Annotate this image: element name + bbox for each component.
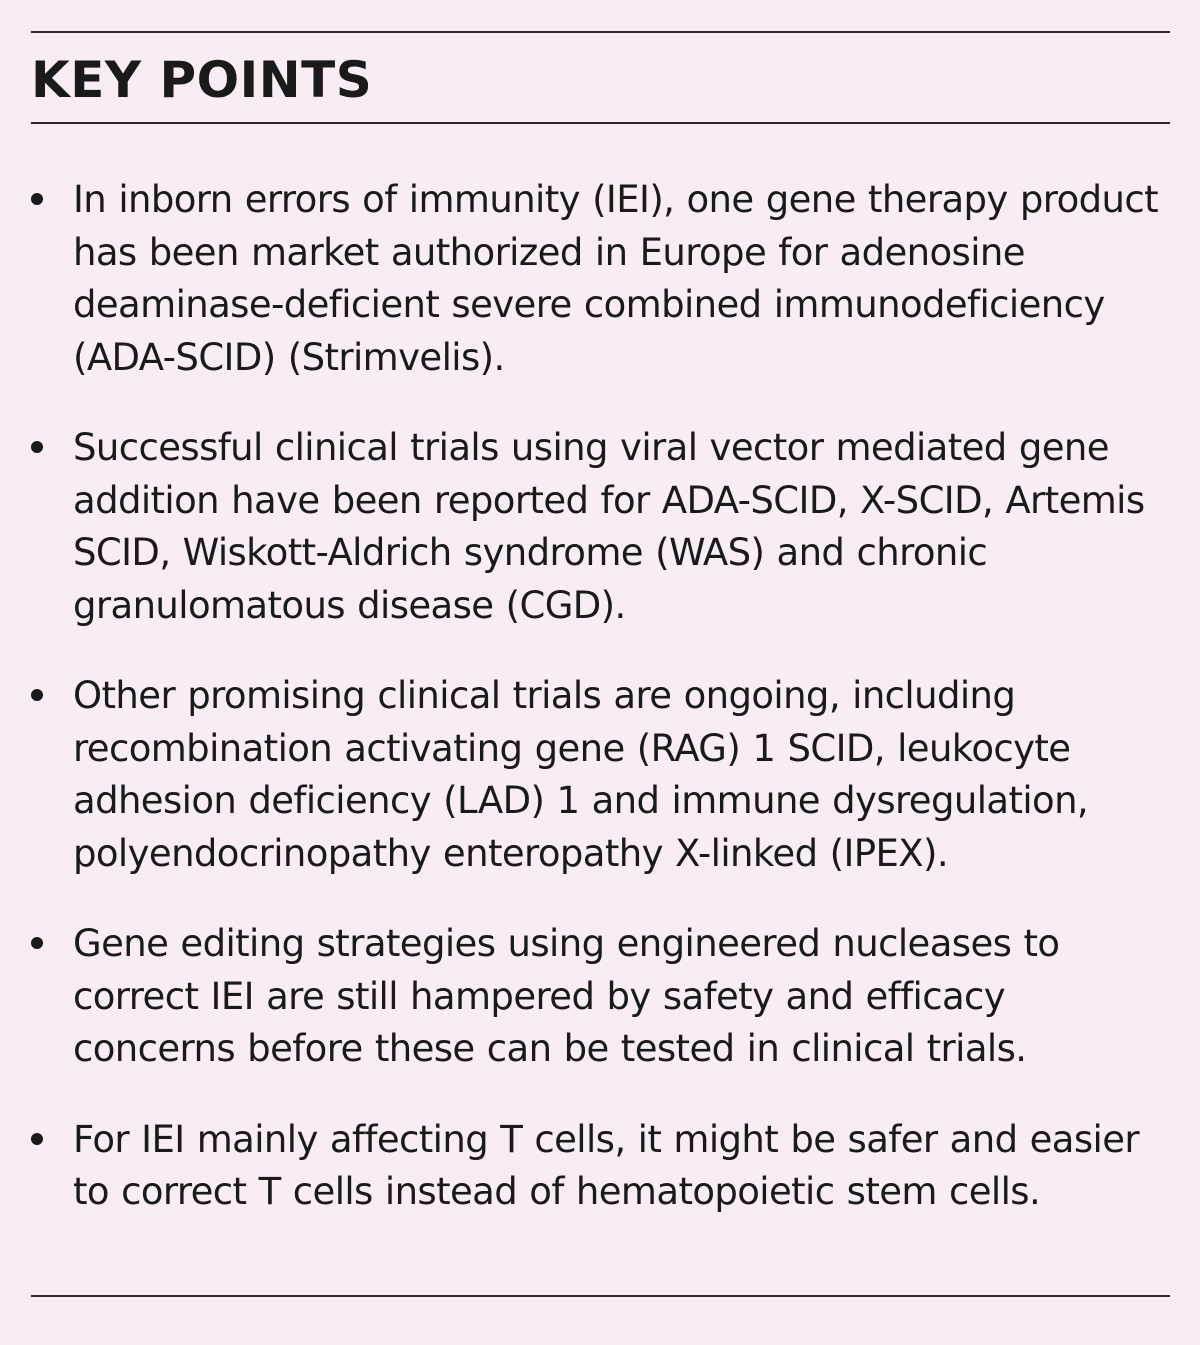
list-item <box>31 670 1166 880</box>
top-divider <box>31 31 1170 33</box>
title-divider <box>31 122 1170 124</box>
point-text: For IEI mainly affecting T cells, it might be safer and easier to correct T cells instead of hematopoietic stem cells. <box>73 1117 1140 1213</box>
list-item <box>31 1114 1166 1219</box>
bullet-icon <box>31 193 43 205</box>
bullet-icon <box>31 1133 43 1145</box>
bullet-icon <box>31 937 43 949</box>
key-points-title: KEY POINTS <box>31 51 373 109</box>
point-text: In inborn errors of immunity (IEI), one gene therapy product has been market authorized in Europe for adenosine deaminase-deficient severe combined immunodeficiency (ADA-SCID) (Strimvelis). <box>73 178 1158 379</box>
list-item <box>31 174 1166 384</box>
point-text: Other promising clinical trials are ongoing, including recombination activating gene (RAG) 1 SCID, leukocyte adhesion deficiency (LAD) 1 and immune dysregulation, polyendocrinopathy enteropathy X-linked (IPEX). <box>73 674 1089 875</box>
bullet-icon <box>31 689 43 701</box>
bottom-divider <box>31 1295 1170 1297</box>
list-item <box>31 918 1166 1076</box>
list-item <box>31 422 1166 632</box>
key-points-list <box>31 174 1166 1257</box>
bullet-icon <box>31 441 43 453</box>
point-text: Gene editing strategies using engineered nucleases to correct IEI are still hampered by safety and efficacy concerns before these can be tested in clinical trials. <box>73 922 1060 1070</box>
point-text: Successful clinical trials using viral vector mediated gene addition have been reported for ADA-SCID, X-SCID, Artemis SCID, Wiskott-Aldrich syndrome (WAS) and chronic granulomatous disease (CGD). <box>73 426 1145 627</box>
